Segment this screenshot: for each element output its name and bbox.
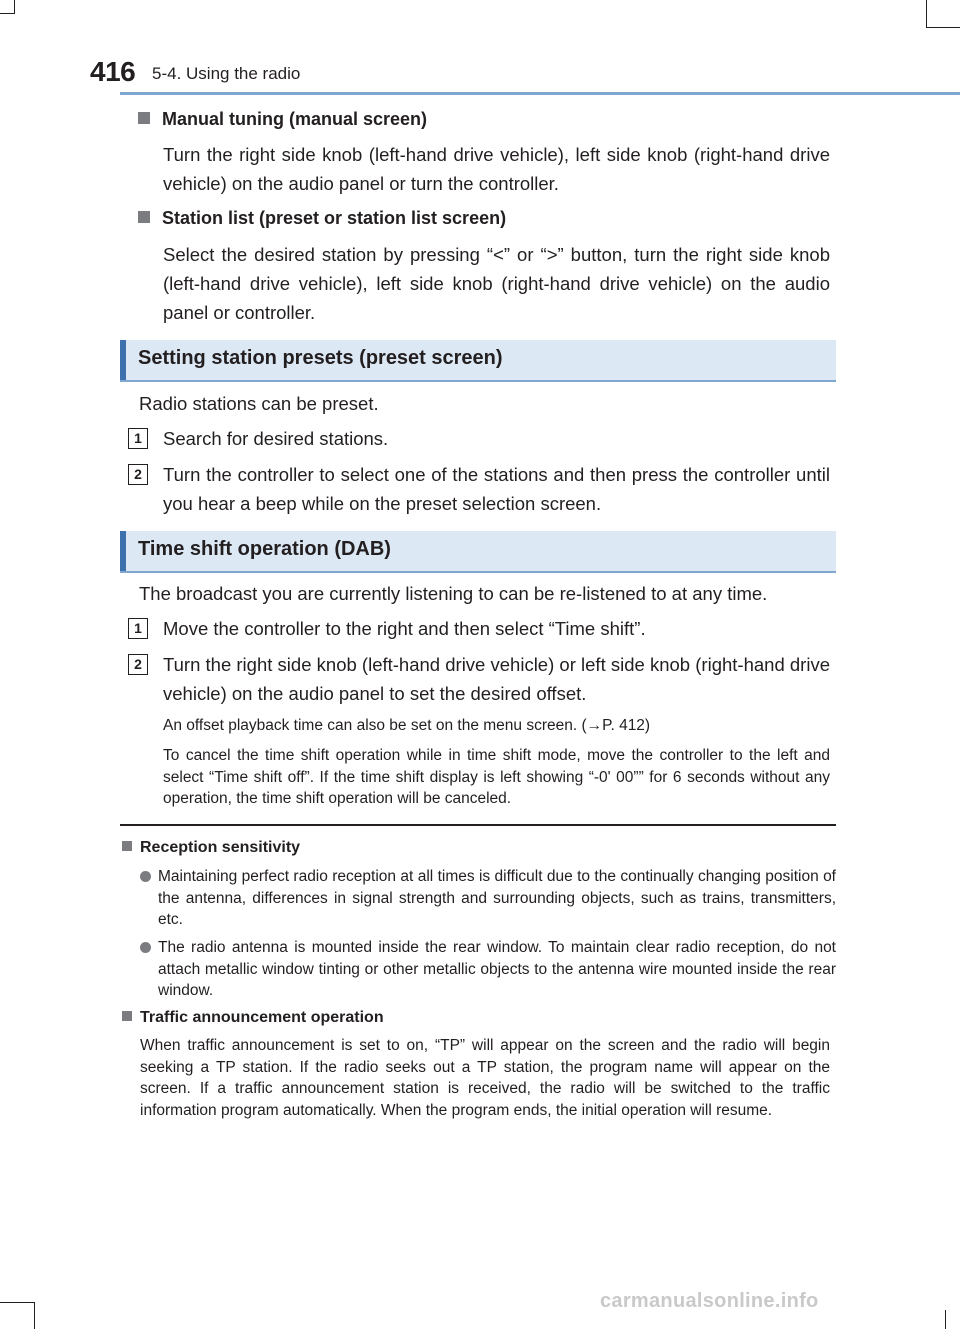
step-number-badge: 2: [128, 654, 148, 675]
manual-tuning-heading: Manual tuning (manual screen): [138, 109, 427, 130]
crop-mark: [14, 0, 15, 14]
section-title: Time shift operation (DAB): [138, 538, 391, 560]
step-number-badge: 1: [128, 428, 148, 449]
section-divider: [120, 824, 836, 826]
square-bullet-icon: [138, 112, 150, 124]
step-number-badge: 1: [128, 618, 148, 639]
reception-heading: Reception sensitivity: [122, 839, 300, 857]
crop-mark: [34, 1302, 35, 1329]
crop-mark: [0, 13, 14, 14]
crop-mark: [945, 1310, 946, 1329]
section-header-time-shift: [120, 531, 836, 573]
crop-mark: [0, 1302, 34, 1303]
step-number-badge: 2: [128, 464, 148, 485]
chapter-title: 5-4. Using the radio: [152, 64, 301, 83]
reception-bullet: The radio antenna is mounted inside the rear window. To maintain clear radio reception, do not attach metallic window tinting or other metallic objects to the antenna wire mounted inside the rear window.: [158, 939, 836, 999]
time-shift-note: An offset playback time can also be set on the menu screen. (→P. 412): [163, 717, 651, 734]
circle-bullet-icon: [140, 942, 151, 953]
circle-bullet-icon: [140, 871, 151, 882]
crop-mark: [926, 0, 927, 28]
station-list-text: Select the desired station by pressing “<” or “>” button, turn the right side knob (left-hand drive vehicle), left side knob (right-hand drive vehicle) on the audio panel or controller.: [163, 244, 830, 323]
time-shift-intro: The broadcast you are currently listening to can be re-listened to at any time.: [139, 583, 768, 604]
page-number: 416: [90, 56, 136, 87]
time-shift-cancel-note: To cancel the time shift operation while in time shift mode, move the controller to the left and select “Time shift off”. If the time shift display is left showing “-0' 00”” for 6 seconds without any operation, the time shift operation will be canceled.: [163, 747, 830, 807]
section-accent-bar: [120, 340, 126, 380]
crop-mark: [927, 27, 960, 28]
step-text: Search for desired stations.: [163, 428, 389, 449]
section-header-presets: [120, 340, 836, 382]
square-bullet-icon: [138, 211, 150, 223]
site-watermark: carmanualsonline.info: [600, 1290, 819, 1312]
presets-intro: Radio stations can be preset.: [139, 393, 379, 414]
step-text: Move the controller to the right and then select “Time shift”.: [163, 618, 646, 639]
manual-tuning-text: Turn the right side knob (left-hand drive vehicle), left side knob (right-hand drive vehicle) on the audio panel or turn the controller.: [163, 144, 830, 194]
section-accent-bar: [120, 531, 126, 571]
traffic-text: When traffic announcement is set to on, “TP” will appear on the screen and the radio will begin seeking a TP station. If the radio seeks out a TP station, the program name will appear on the screen. If a traffic announcement station is received, the radio will be switched to the traffic information program automatically. When the program ends, the initial operation will resume.: [140, 1037, 830, 1119]
step-text: Turn the right side knob (left-hand drive vehicle) or left side knob (right-hand drive vehicle) on the audio panel to set the desired offset.: [163, 654, 830, 704]
reception-bullet: Maintaining perfect radio reception at all times is difficult due to the continually changing position of the antenna, differences in signal strength and surrounding objects, such as trains, transmitters, etc.: [158, 868, 836, 928]
station-list-heading: Station list (preset or station list screen): [138, 208, 506, 229]
step-text: Turn the controller to select one of the stations and then press the controller until you hear a beep while on the preset selection screen.: [163, 464, 830, 514]
square-bullet-icon: [122, 841, 132, 851]
header-rule: [120, 92, 960, 95]
section-title: Setting station presets (preset screen): [138, 347, 503, 369]
square-bullet-icon: [122, 1011, 132, 1021]
traffic-heading: Traffic announcement operation: [122, 1009, 384, 1027]
